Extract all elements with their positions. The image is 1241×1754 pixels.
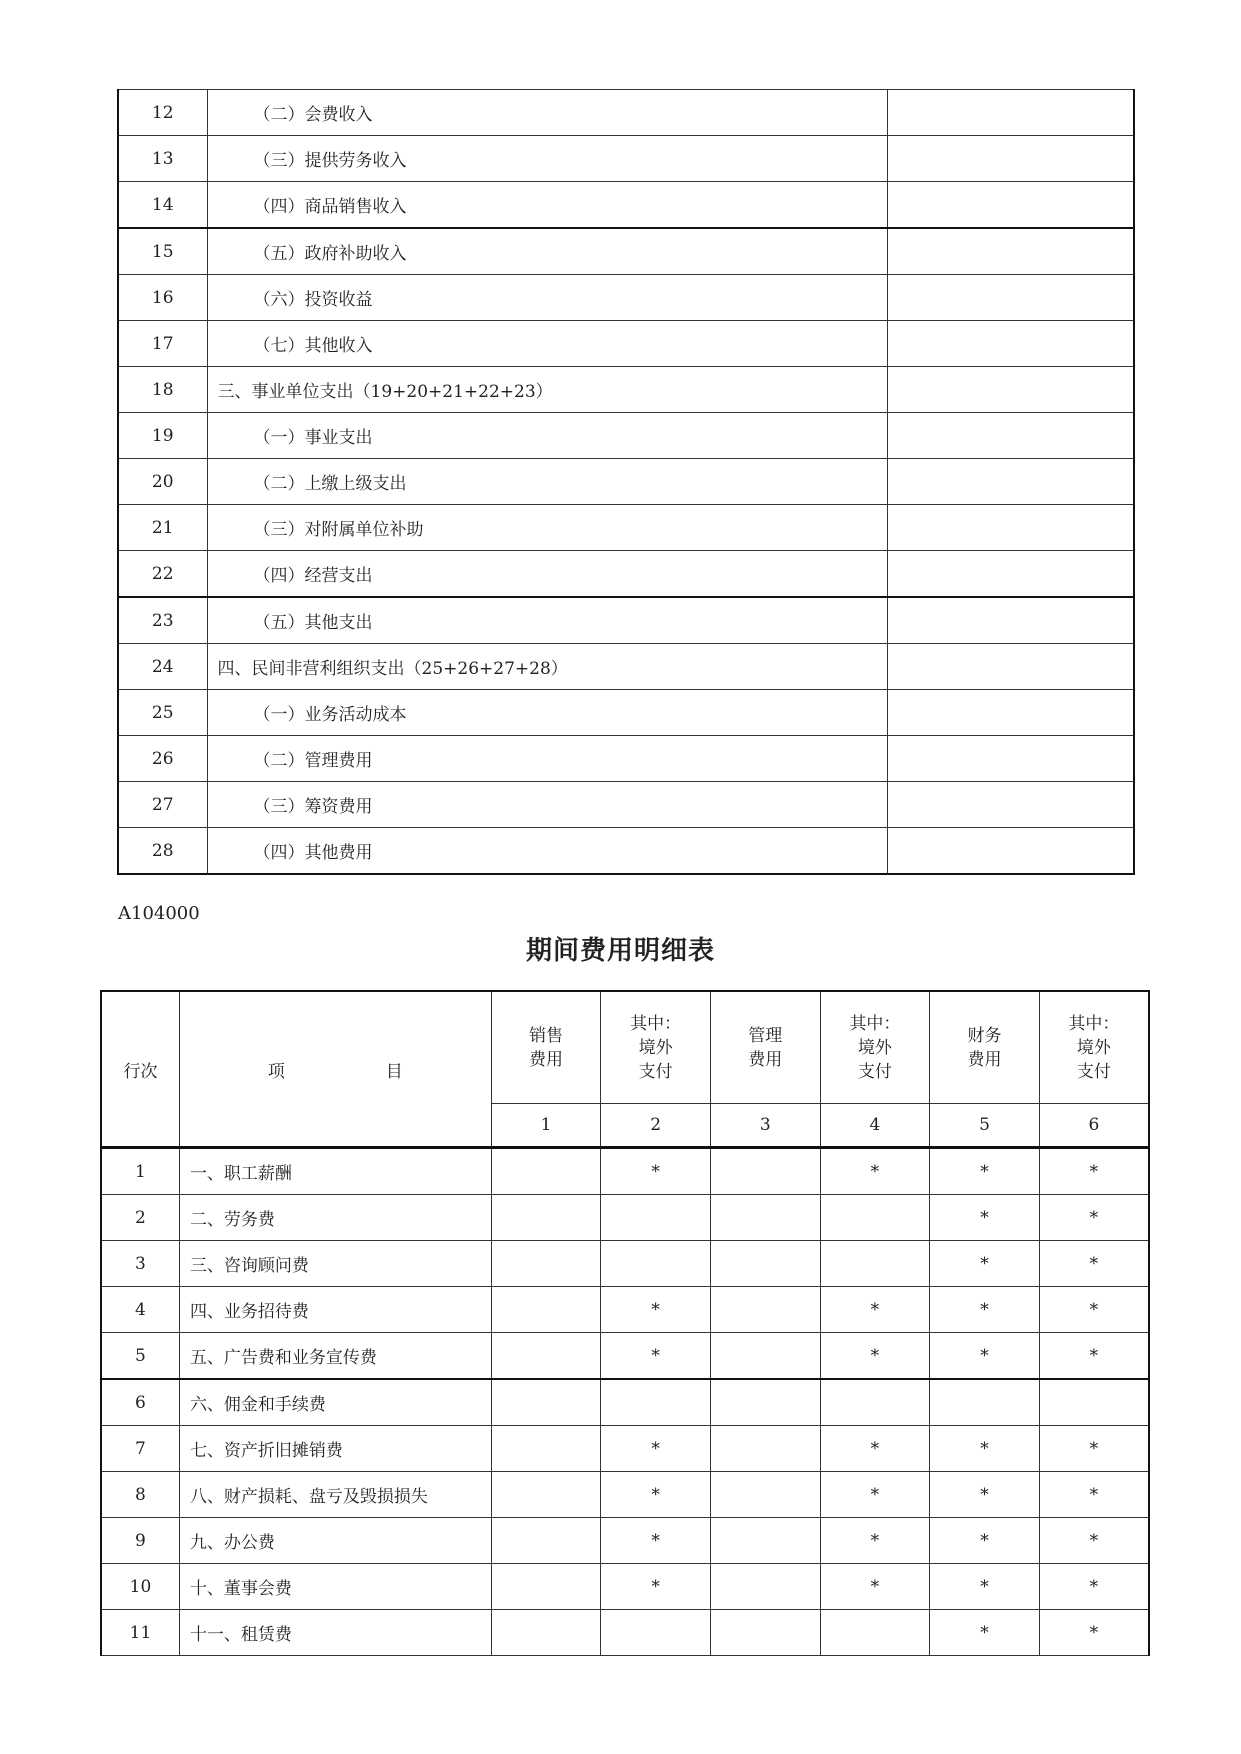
amount-cell[interactable]: [491, 1148, 601, 1195]
not-applicable-cell: *: [820, 1287, 930, 1333]
table-row: [118, 136, 1134, 182]
amount-cell[interactable]: [491, 1472, 601, 1518]
not-applicable-cell: *: [930, 1610, 1040, 1656]
not-applicable-cell: *: [1039, 1564, 1149, 1610]
item-label: 三、事业单位支出（19+20+21+22+23）: [217, 382, 553, 402]
col-number: 4: [820, 1104, 930, 1148]
amount-cell[interactable]: [820, 1610, 930, 1656]
amount-cell[interactable]: [887, 597, 1134, 644]
amount-cell[interactable]: [887, 690, 1134, 736]
col-number: 2: [601, 1104, 711, 1148]
not-applicable-cell: *: [1039, 1241, 1149, 1287]
row-number: 28: [118, 828, 207, 875]
amount-cell[interactable]: [491, 1518, 601, 1564]
not-applicable-cell: *: [601, 1564, 711, 1610]
not-applicable-cell: *: [930, 1564, 1040, 1610]
not-applicable-cell: *: [820, 1564, 930, 1610]
header-admin-expense: [710, 991, 820, 1104]
header-sales-expense: [491, 991, 601, 1104]
amount-cell[interactable]: [491, 1333, 601, 1380]
table-row: [101, 1426, 1149, 1472]
row-number: 5: [101, 1333, 179, 1380]
table-row: [101, 1472, 1149, 1518]
amount-cell[interactable]: [710, 1564, 820, 1610]
item-label: 八、财产损耗、盘亏及毁损损失: [179, 1472, 491, 1518]
header-line: 支付: [1076, 1061, 1111, 1082]
item-label: （七）其他收入: [253, 336, 373, 356]
amount-cell[interactable]: [887, 551, 1134, 598]
header-line: 费用: [529, 1049, 564, 1070]
item-label: （一）事业支出: [253, 428, 373, 448]
item-label: 四、业务招待费: [179, 1287, 491, 1333]
row-number: 21: [118, 505, 207, 551]
item-label: 二、劳务费: [179, 1195, 491, 1241]
item-cell: [207, 90, 887, 136]
table-row: [118, 828, 1134, 875]
table-row: [118, 644, 1134, 690]
amount-cell[interactable]: [601, 1195, 711, 1241]
row-number: 19: [118, 413, 207, 459]
table-row: [101, 1148, 1149, 1195]
amount-cell[interactable]: [601, 1610, 711, 1656]
item-label: 五、广告费和业务宣传费: [179, 1333, 491, 1380]
item-label: （五）政府补助收入: [253, 244, 407, 264]
amount-cell[interactable]: [710, 1195, 820, 1241]
amount-cell[interactable]: [887, 459, 1134, 505]
item-label: 六、佣金和手续费: [179, 1379, 491, 1426]
not-applicable-cell: *: [930, 1518, 1040, 1564]
income-expense-table-continued: [117, 89, 1135, 875]
header-item-a: 项: [267, 1061, 285, 1082]
not-applicable-cell: *: [601, 1472, 711, 1518]
amount-cell[interactable]: [710, 1472, 820, 1518]
item-label: （二）会费收入: [253, 105, 373, 125]
row-number: 17: [118, 321, 207, 367]
header-finance-overseas: [1039, 991, 1149, 1104]
header-finance-expense: [930, 991, 1040, 1104]
not-applicable-cell: *: [820, 1333, 930, 1380]
amount-cell[interactable]: [930, 1379, 1040, 1426]
amount-cell[interactable]: [1039, 1379, 1149, 1426]
item-label: （三）提供劳务收入: [253, 151, 407, 171]
row-number: 9: [101, 1518, 179, 1564]
amount-cell[interactable]: [887, 228, 1134, 275]
header-line: 其中：: [849, 1013, 901, 1034]
table-row: [101, 1287, 1149, 1333]
table-row: [118, 182, 1134, 229]
table-row: [118, 690, 1134, 736]
amount-cell[interactable]: [491, 1379, 601, 1426]
header-line: 费用: [967, 1049, 1002, 1070]
amount-cell[interactable]: [491, 1564, 601, 1610]
item-label: 七、资产折旧摊销费: [179, 1426, 491, 1472]
period-expense-table: [100, 990, 1150, 1656]
item-label: （二）管理费用: [253, 751, 373, 771]
amount-cell[interactable]: [710, 1426, 820, 1472]
row-number: 1: [101, 1148, 179, 1195]
header-line: 境外: [857, 1037, 892, 1058]
not-applicable-cell: *: [930, 1472, 1040, 1518]
table-row: [118, 459, 1134, 505]
amount-cell[interactable]: [887, 413, 1134, 459]
item-label: （一）业务活动成本: [253, 705, 407, 725]
item-cell: [207, 644, 887, 690]
header-item-b: 目: [385, 1061, 403, 1082]
item-label: （二）上缴上级支出: [253, 474, 407, 494]
amount-cell[interactable]: [887, 182, 1134, 229]
amount-cell[interactable]: [710, 1379, 820, 1426]
col-number: 6: [1039, 1104, 1149, 1148]
item-label: （四）商品销售收入: [253, 197, 407, 217]
item-label: 一、职工薪酬: [179, 1148, 491, 1195]
row-number: 15: [118, 228, 207, 275]
table-row: [101, 1195, 1149, 1241]
header-line: 支付: [857, 1061, 892, 1082]
amount-cell[interactable]: [491, 1426, 601, 1472]
amount-cell[interactable]: [710, 1610, 820, 1656]
row-number: 14: [118, 182, 207, 229]
row-number: 24: [118, 644, 207, 690]
table-row: [101, 1241, 1149, 1287]
table-row: [101, 1518, 1149, 1564]
item-cell: [207, 182, 887, 229]
not-applicable-cell: *: [1039, 1148, 1149, 1195]
item-label: （三）对附属单位补助: [253, 520, 424, 540]
header-line: 销售: [529, 1025, 564, 1046]
row-number: 4: [101, 1287, 179, 1333]
item-cell: [207, 782, 887, 828]
header-line: 境外: [1076, 1037, 1111, 1058]
not-applicable-cell: *: [601, 1148, 711, 1195]
row-number: 16: [118, 275, 207, 321]
item-label: 三、咨询顾问费: [179, 1241, 491, 1287]
row-number: 8: [101, 1472, 179, 1518]
not-applicable-cell: *: [1039, 1287, 1149, 1333]
row-number: 13: [118, 136, 207, 182]
not-applicable-cell: *: [820, 1518, 930, 1564]
item-label: 十一、租赁费: [179, 1610, 491, 1656]
table-row: [118, 321, 1134, 367]
item-cell: [207, 690, 887, 736]
amount-cell[interactable]: [491, 1610, 601, 1656]
row-number: 22: [118, 551, 207, 598]
table-row: [118, 782, 1134, 828]
row-number: 12: [118, 90, 207, 136]
col-number: 3: [710, 1104, 820, 1148]
col-number: 5: [930, 1104, 1040, 1148]
amount-cell[interactable]: [887, 736, 1134, 782]
amount-cell[interactable]: [601, 1241, 711, 1287]
table-row: [118, 505, 1134, 551]
header-item: [179, 991, 491, 1148]
amount-cell[interactable]: [601, 1379, 711, 1426]
header-sales-overseas: [601, 991, 711, 1104]
table-row: [101, 1610, 1149, 1656]
not-applicable-cell: *: [601, 1333, 711, 1380]
header-line: 费用: [748, 1049, 783, 1070]
header-line: 其中：: [1068, 1013, 1120, 1034]
item-cell: [207, 551, 887, 598]
not-applicable-cell: *: [930, 1241, 1040, 1287]
amount-cell[interactable]: [887, 505, 1134, 551]
amount-cell[interactable]: [491, 1287, 601, 1333]
not-applicable-cell: *: [601, 1287, 711, 1333]
item-label: 十、董事会费: [179, 1564, 491, 1610]
item-label: （四）经营支出: [253, 566, 373, 586]
item-label: （五）其他支出: [253, 613, 373, 633]
not-applicable-cell: *: [1039, 1195, 1149, 1241]
amount-cell[interactable]: [887, 275, 1134, 321]
amount-cell[interactable]: [820, 1379, 930, 1426]
row-number: 26: [118, 736, 207, 782]
not-applicable-cell: *: [930, 1426, 1040, 1472]
not-applicable-cell: *: [820, 1148, 930, 1195]
not-applicable-cell: *: [1039, 1333, 1149, 1380]
amount-cell[interactable]: [710, 1241, 820, 1287]
not-applicable-cell: *: [601, 1426, 711, 1472]
item-cell: [207, 597, 887, 644]
not-applicable-cell: *: [1039, 1426, 1149, 1472]
item-cell: [207, 228, 887, 275]
table-row: [118, 228, 1134, 275]
amount-cell[interactable]: [887, 90, 1134, 136]
col-number: 1: [491, 1104, 601, 1148]
table-row: [118, 90, 1134, 136]
item-cell: [207, 459, 887, 505]
table-row: [118, 367, 1134, 413]
header-row-no: 行次: [101, 991, 179, 1148]
item-cell: [207, 275, 887, 321]
row-number: 3: [101, 1241, 179, 1287]
page-title: 期间费用明细表: [525, 936, 715, 966]
amount-cell[interactable]: [710, 1287, 820, 1333]
item-cell: [207, 136, 887, 182]
row-number: 25: [118, 690, 207, 736]
item-cell: [207, 736, 887, 782]
item-cell: [207, 367, 887, 413]
item-cell: [207, 321, 887, 367]
not-applicable-cell: *: [601, 1518, 711, 1564]
not-applicable-cell: *: [1039, 1472, 1149, 1518]
amount-cell[interactable]: [491, 1241, 601, 1287]
table-row: [101, 1379, 1149, 1426]
header-line: 支付: [638, 1061, 673, 1082]
row-number: 6: [101, 1379, 179, 1426]
row-number: 11: [101, 1610, 179, 1656]
header-line: 管理: [748, 1025, 783, 1046]
item-label: 九、办公费: [179, 1518, 491, 1564]
not-applicable-cell: *: [1039, 1610, 1149, 1656]
table-row: [118, 597, 1134, 644]
header-line: 其中：: [630, 1013, 682, 1034]
item-label: （四）其他费用: [253, 843, 373, 863]
amount-cell[interactable]: [710, 1518, 820, 1564]
amount-cell[interactable]: [710, 1148, 820, 1195]
table-row: [118, 275, 1134, 321]
item-cell: [207, 505, 887, 551]
not-applicable-cell: *: [930, 1333, 1040, 1380]
item-cell: [207, 413, 887, 459]
table-row: [118, 736, 1134, 782]
item-label: （六）投资收益: [253, 290, 373, 310]
row-number: 18: [118, 367, 207, 413]
row-number: 7: [101, 1426, 179, 1472]
amount-cell[interactable]: [887, 644, 1134, 690]
table-row: [118, 413, 1134, 459]
table-row: [118, 551, 1134, 598]
not-applicable-cell: *: [820, 1472, 930, 1518]
row-number: 2: [101, 1195, 179, 1241]
table-row: [101, 1564, 1149, 1610]
amount-cell[interactable]: [820, 1195, 930, 1241]
not-applicable-cell: *: [930, 1148, 1040, 1195]
header-line: 境外: [638, 1037, 673, 1058]
row-number: 20: [118, 459, 207, 505]
amount-cell[interactable]: [710, 1333, 820, 1380]
table-row: [101, 1333, 1149, 1380]
not-applicable-cell: *: [930, 1195, 1040, 1241]
form-code: A104000: [118, 903, 200, 924]
not-applicable-cell: *: [1039, 1518, 1149, 1564]
amount-cell[interactable]: [491, 1195, 601, 1241]
not-applicable-cell: *: [930, 1287, 1040, 1333]
amount-cell[interactable]: [887, 782, 1134, 828]
row-number: 23: [118, 597, 207, 644]
row-number: 27: [118, 782, 207, 828]
amount-cell[interactable]: [887, 828, 1134, 875]
row-number: 10: [101, 1564, 179, 1610]
item-label: （三）筹资费用: [253, 797, 373, 817]
amount-cell[interactable]: [887, 321, 1134, 367]
header-admin-overseas: [820, 991, 930, 1104]
header-line: 财务: [967, 1025, 1002, 1046]
amount-cell[interactable]: [820, 1241, 930, 1287]
item-cell: [207, 828, 887, 875]
amount-cell[interactable]: [887, 367, 1134, 413]
not-applicable-cell: *: [820, 1426, 930, 1472]
item-label: 四、民间非营利组织支出（25+26+27+28）: [217, 659, 568, 679]
amount-cell[interactable]: [887, 136, 1134, 182]
